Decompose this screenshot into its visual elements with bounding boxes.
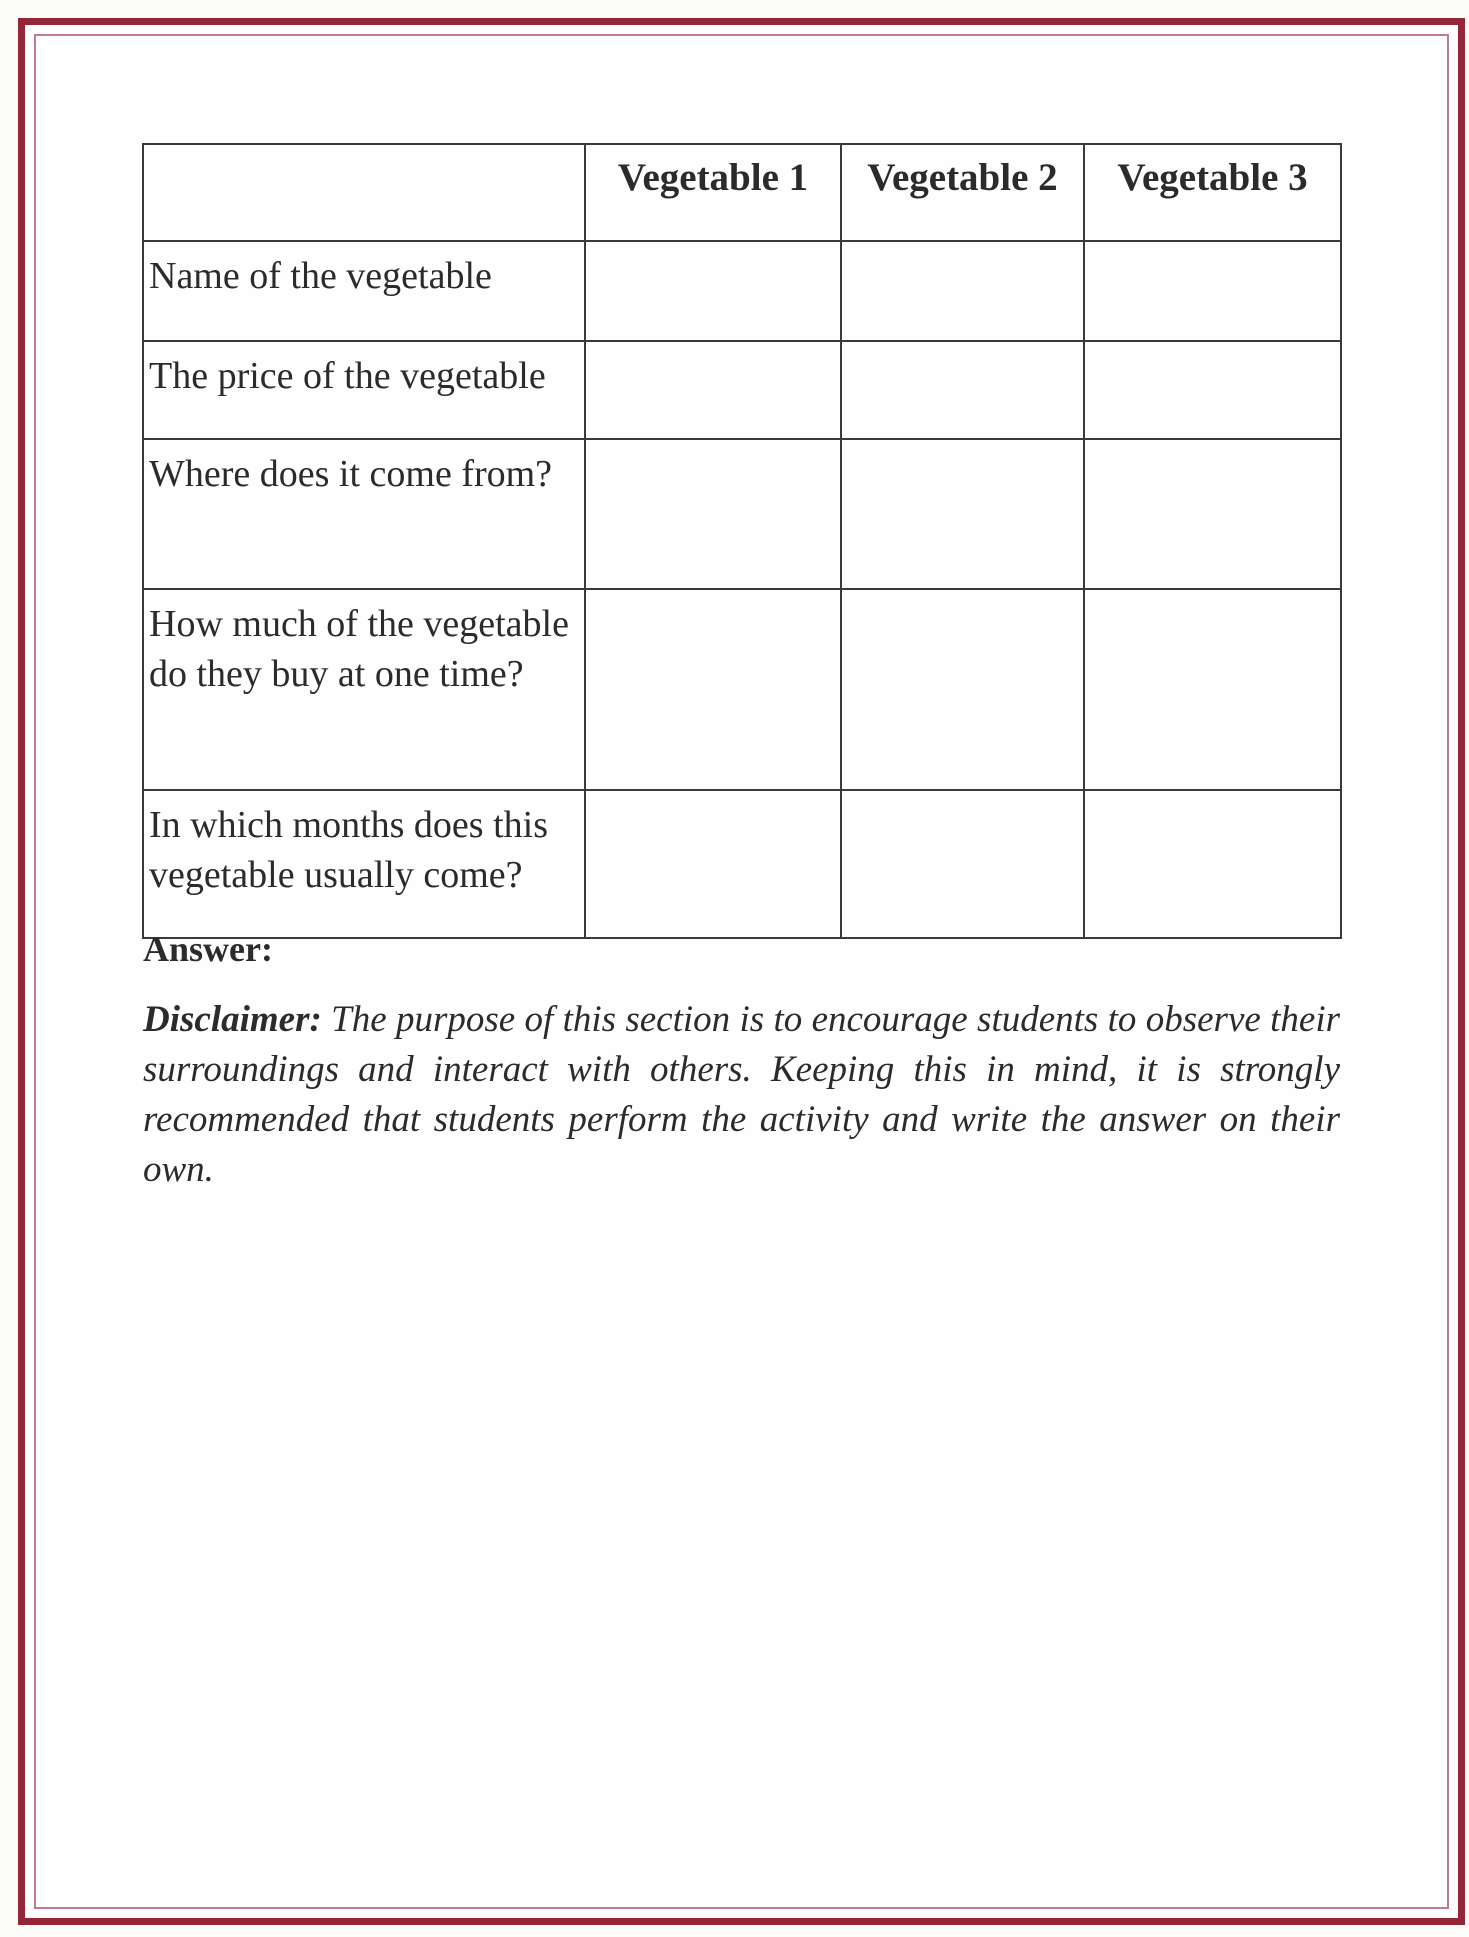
column-header-vegetable-3: Vegetable 3 <box>1084 144 1341 241</box>
column-header-vegetable-1: Vegetable 1 <box>585 144 841 241</box>
answer-cell[interactable] <box>841 341 1084 439</box>
answer-cell[interactable] <box>1084 439 1341 589</box>
table-row <box>143 790 1341 938</box>
answer-cell[interactable] <box>1084 790 1341 938</box>
table-row <box>143 341 1341 439</box>
answer-cell[interactable] <box>585 439 841 589</box>
row-label-origin: Where does it come from? <box>143 439 585 589</box>
answer-cell[interactable] <box>585 341 841 439</box>
table-row <box>143 241 1341 341</box>
table-row <box>143 589 1341 790</box>
disclaimer-paragraph <box>143 995 1340 1195</box>
answer-cell[interactable] <box>585 790 841 938</box>
answer-cell[interactable] <box>841 439 1084 589</box>
row-label-season: In which months does this vegetable usually come? <box>143 790 585 938</box>
answer-cell[interactable] <box>841 790 1084 938</box>
answer-heading: Answer: <box>143 929 273 969</box>
table-header-row <box>143 144 1341 241</box>
row-label-name: Name of the vegetable <box>143 241 585 341</box>
answer-cell[interactable] <box>585 589 841 790</box>
row-label-price: The price of the vegetable <box>143 341 585 439</box>
row-label-quantity: How much of the vegetable do they buy at one time? <box>143 589 585 790</box>
answer-cell[interactable] <box>841 241 1084 341</box>
answer-cell[interactable] <box>1084 589 1341 790</box>
table-row <box>143 439 1341 589</box>
disclaimer-text: The purpose of this section is to encourage students to observe their surroundings and interact with others. Keeping this in mind, it is strongly recommended that students perform the activity and write the answer on their own. <box>143 999 1340 1190</box>
answer-cell[interactable] <box>841 589 1084 790</box>
column-header-vegetable-2: Vegetable 2 <box>841 144 1084 241</box>
answer-cell[interactable] <box>585 241 841 341</box>
answer-cell[interactable] <box>1084 341 1341 439</box>
table-corner-cell <box>143 144 585 241</box>
disclaimer-lead: Disclaimer: <box>143 999 322 1040</box>
answer-cell[interactable] <box>1084 241 1341 341</box>
vegetable-survey-table <box>142 143 1342 939</box>
